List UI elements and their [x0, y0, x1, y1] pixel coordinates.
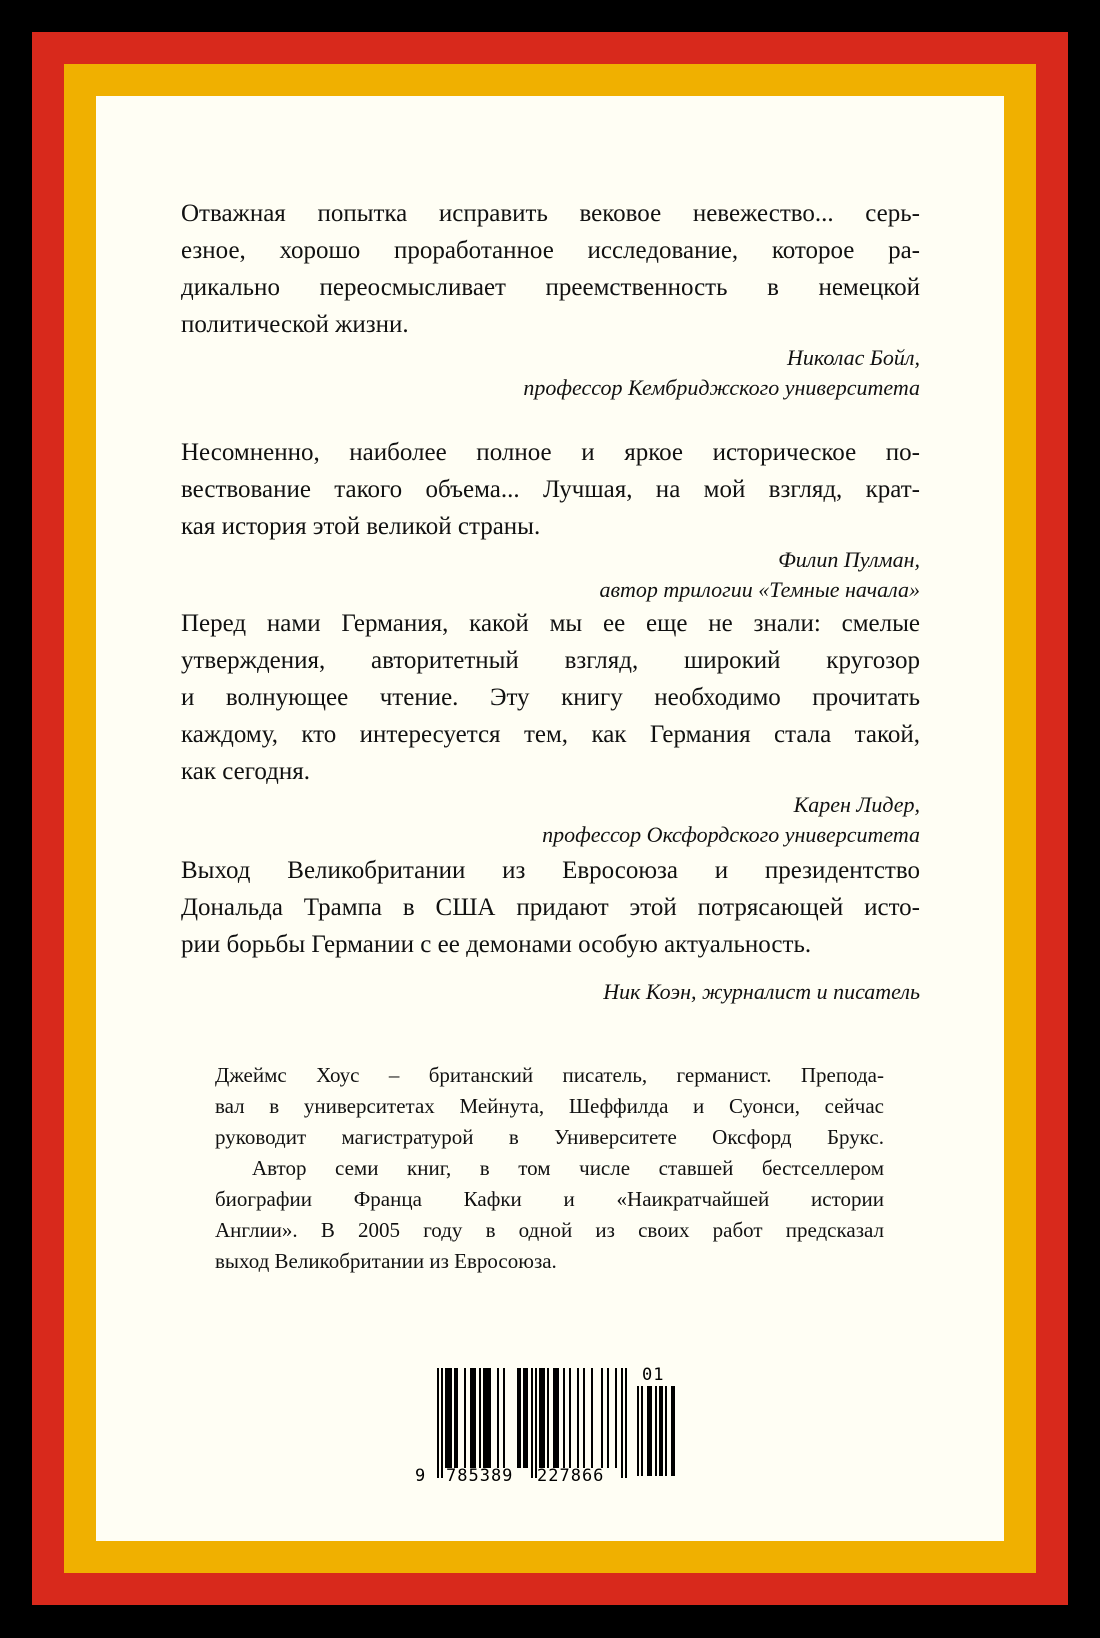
quote-author-title: профессор Оксфордского университета: [542, 822, 920, 847]
barcode-addon-digits: 01: [642, 1365, 665, 1385]
quote-author: Филип Пулман,: [778, 547, 920, 572]
barcode-left-group: 785389: [446, 1466, 514, 1486]
quote-line: кая история этой великой страны.: [181, 513, 541, 540]
bio-line: вал в университетах Мейнута, Шеффилда и Суонси, сейчас: [215, 1094, 884, 1118]
quote-line: и волнующее чтение. Эту книгу необходимо прочитать: [181, 684, 920, 711]
quote-line: Перед нами Германия, какой мы ее еще не знали: смелые: [181, 610, 920, 637]
barcode-first-digit: 9: [415, 1466, 427, 1486]
quote-author-title: автор трилогии «Темные начала»: [599, 577, 920, 602]
bio-line: руководит магистратурой в Университете Оксфорд Брукс.: [215, 1125, 884, 1149]
quote-author: Ник Коэн, журналист и писатель: [603, 979, 920, 1004]
quote-line: Дональда Трампа в США придают этой потрясающей исто-: [181, 894, 920, 921]
bio-line: Англии». В 2005 году в одной из своих работ предсказал: [215, 1218, 884, 1242]
quote-line: каждому, кто интересуется тем, как Германия стала такой,: [181, 721, 920, 748]
review-quote-4: [181, 852, 920, 1007]
bio-line: выход Великобритании из Евросоюза.: [215, 1249, 557, 1273]
quote-line: езное, хорошо проработанное исследование, которое ра-: [181, 237, 920, 264]
quote-line: Отважная попытка исправить вековое невежество... серь-: [181, 200, 920, 227]
quote-author: Карен Лидер,: [793, 792, 920, 817]
quote-line: как сегодня.: [181, 758, 311, 785]
quote-author: Николас Бойл,: [787, 345, 920, 370]
quote-line: политической жизни.: [181, 311, 409, 338]
review-quote-3: [181, 605, 920, 850]
quote-line: рии борьбы Германии с ее демонами особую актуальность.: [181, 931, 812, 958]
bio-line: Джеймс Хоус – британский писатель, германист. Препода-: [215, 1063, 884, 1087]
back-cover-page: [96, 96, 1004, 1541]
isbn-barcode: [415, 1365, 687, 1488]
quote-line: дикально переосмысливает преемственность в немецкой: [181, 274, 920, 301]
review-quote-1: [181, 195, 920, 403]
bio-line: биографии Франца Кафки и «Наикратчайшей истории: [215, 1187, 884, 1211]
bio-line: Автор семи книг, в том числе ставшей бестселлером: [252, 1156, 884, 1180]
author-bio: [215, 1060, 884, 1277]
review-quote-2: [181, 434, 920, 605]
quote-line: вествование такого объема... Лучшая, на мой взгляд, крат-: [181, 476, 920, 503]
quote-line: утверждения, авторитетный взгляд, широкий кругозор: [181, 647, 920, 674]
quote-line: Выход Великобритании из Евросоюза и президентство: [181, 857, 920, 884]
quote-author-title: профессор Кембриджского университета: [523, 375, 920, 400]
quote-line: Несомненно, наиболее полное и яркое историческое по-: [181, 439, 920, 466]
barcode-right-group: 227866: [537, 1466, 605, 1486]
